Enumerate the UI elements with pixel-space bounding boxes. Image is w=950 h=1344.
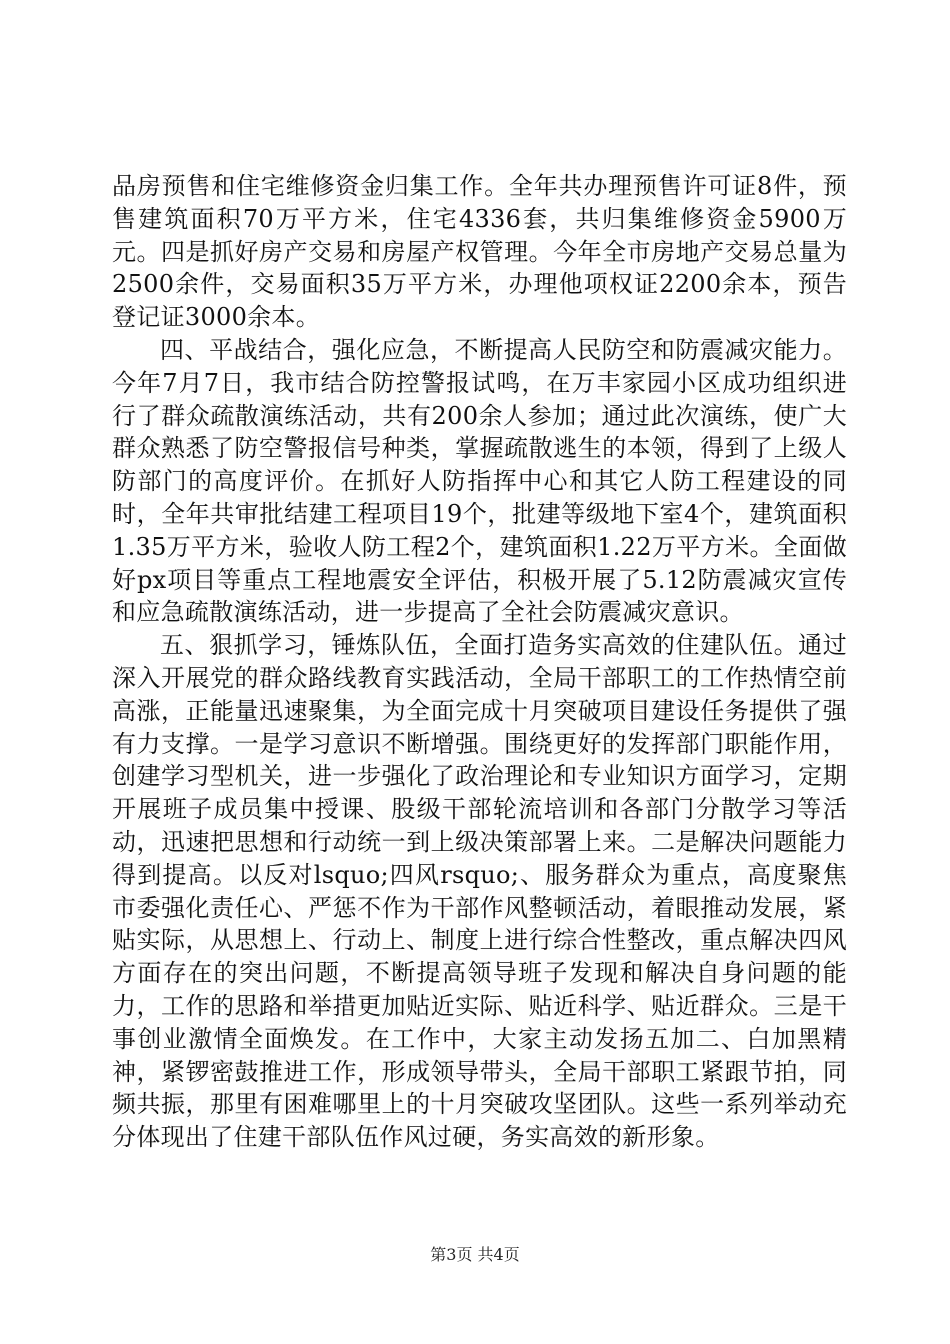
paragraph-section-four: 四、平战结合，强化应急，不断提高人民防空和防震减灾能力。今年7月7日，我市结合防控警报试鸣，在万丰家园小区成功组织进行了群众疏散演练活动，共有200余人参加；通过此次演练，使广大群众熟悉了防空警报信号种类，掌握疏散逃生的本领，得到了上级人防部门的高度评价。在抓好人防指挥中心和其它人防工程建设的同时，全年共审批结建工程项目19个，批建等级地下室4个，建筑面积1.35万平方米，验收人防工程2个，建筑面积1.22万平方米。全面做好px项目等重点工程地震安全评估，积极开展了5.12防震减灾宣传和应急疏散演练活动，进一步提高了全社会防震减灾意识。 <box>112 335 847 627</box>
page-number-footer: 第3页 共4页 <box>430 1245 520 1264</box>
paragraph-section-five: 五、狠抓学习，锤炼队伍，全面打造务实高效的住建队伍。通过深入开展党的群众路线教育实践活动，全局干部职工的工作热情空前高涨，正能量迅速聚集，为全面完成十月突破项目建设任务提供了强有力支撑。一是学习意识不断增强。围绕更好的发挥部门职能作用，创建学习型机关，进一步强化了政治理论和专业知识方面学习，定期开展班子成员集中授课、股级干部轮流培训和各部门分散学习等活动，迅速把思想和行动统一到上级决策部署上来。二是解决问题能力得到提高。以反对lsquo;四风rsquo;、服务群众为重点，高度聚焦市委强化责任心、严惩不作为干部作风整顿活动，着眼推动发展，紧贴实际，从思想上、行动上、制度上进行综合性整改，重点解决四风方面存在的突出问题，不断提高领导班子发现和解决自身问题的能力，工作的思路和举措更加贴近实际、贴近科学、贴近群众。三是干事创业激情全面焕发。在工作中，大家主动发扬五加二、白加黑精神，紧锣密鼓推进工作，形成领导带头，全局干部职工紧跟节拍，同频共振，那里有困难哪里上的十月突破攻坚团队。这些一系列举动充分体现出了住建干部队伍作风过硬，务实高效的新形象。 <box>112 631 847 1152</box>
document-body <box>112 170 847 1154</box>
paragraph-continuation: 品房预售和住宅维修资金归集工作。全年共办理预售许可证8件，预售建筑面积70万平方米，住宅4336套，共归集维修资金5900万元。四是抓好房产交易和房屋产权管理。今年全市房地产交易总量为2500余件，交易面积35万平方米，办理他项权证2200余本，预告登记证3000余本。 <box>112 172 847 332</box>
